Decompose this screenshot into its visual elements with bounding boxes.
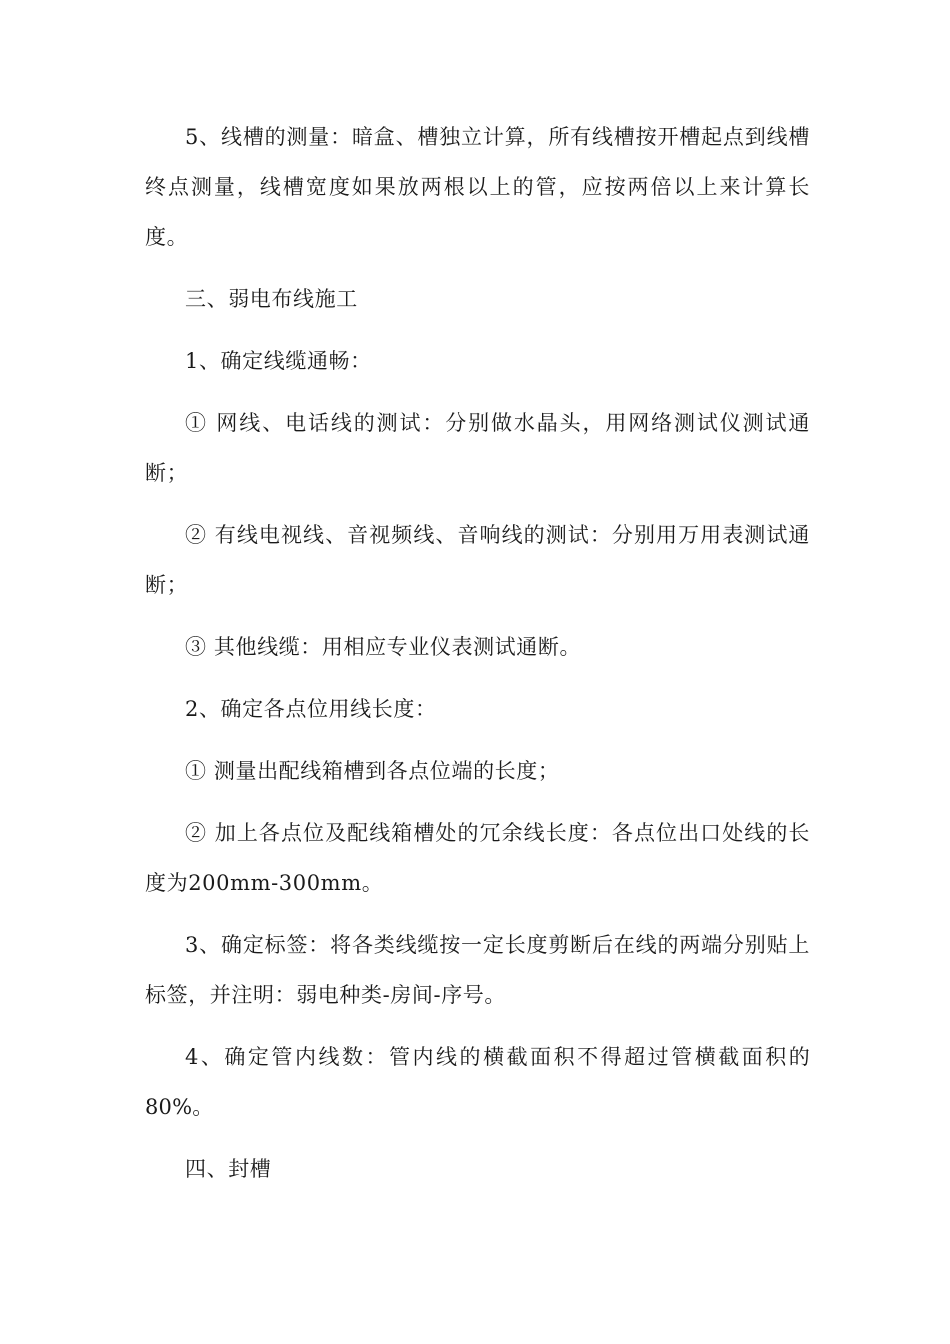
section-heading-low-voltage-wiring: 三、弱电布线施工 (185, 287, 358, 311)
paragraph-confirm-cable-continuity: 1、确定线缆通畅： (185, 349, 372, 373)
paragraph-confirm-wire-length: 2、确定各点位用线长度： (185, 697, 437, 721)
paragraph-confirm-labels: 3、确定标签：将各类线缆按一定长度剪断后在线的两端分别贴上标签，并注明：弱电种类-房间-序号。 (145, 933, 810, 1007)
paragraph-trunking-measurement: 5、线槽的测量：暗盒、槽独立计算，所有线槽按开槽起点到线槽终点测量，线槽宽度如果放两根以上的管，应按两倍以上来计算长度。 (145, 125, 810, 249)
paragraph-network-phone-test: ① 网线、电话线的测试：分别做水晶头，用网络测试仪测试通断； (145, 411, 810, 485)
paragraph-redundant-length: ② 加上各点位及配线箱槽处的冗余线长度：各点位出口处线的长度为200mm-300mm。 (145, 821, 810, 895)
paragraph-wires-in-conduit: 4、确定管内线数：管内线的横截面积不得超过管横截面积的80%。 (145, 1045, 810, 1119)
section-heading-seal-trunking: 四、封槽 (185, 1157, 272, 1181)
paragraph-tv-av-audio-test: ② 有线电视线、音视频线、音响线的测试：分别用万用表测试通断； (145, 523, 810, 597)
document-body (145, 112, 810, 1206)
paragraph-measure-length: ① 测量出配线箱槽到各点位端的长度； (185, 759, 560, 783)
paragraph-other-cables-test: ③ 其他线缆：用相应专业仪表测试通断。 (185, 635, 582, 659)
